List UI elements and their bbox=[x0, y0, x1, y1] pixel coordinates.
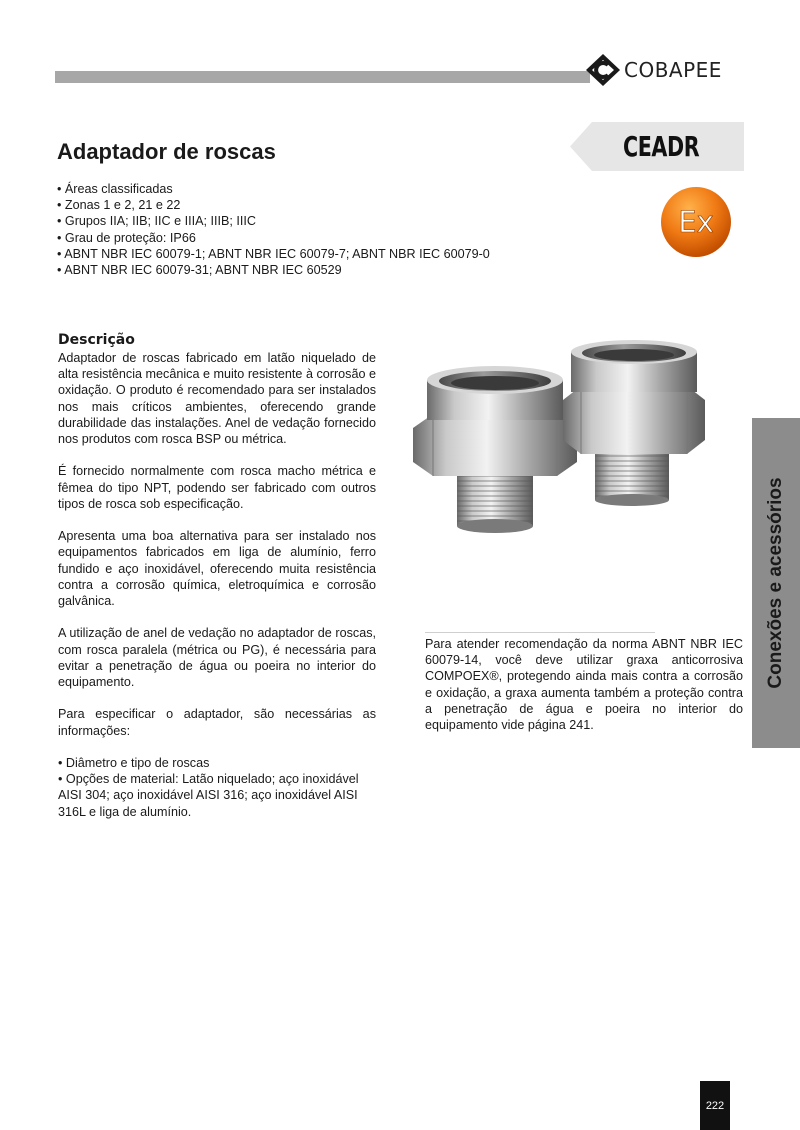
adapter-left bbox=[413, 366, 577, 533]
features-list bbox=[57, 181, 490, 278]
page-number-box bbox=[700, 1081, 730, 1130]
spec-list bbox=[58, 755, 376, 820]
ex-badge-label: Ex bbox=[678, 205, 714, 239]
description-paragraph: A utilização de anel de vedação no adaptador de roscas, com rosca paralela (métrica ou PG), é necessária para evitar a penetração de água ou poeira no interior do equipamento. bbox=[58, 626, 376, 690]
adapter-right bbox=[563, 340, 705, 506]
feature-item: • Zonas 1 e 2, 21 e 22 bbox=[57, 198, 181, 213]
page-number: 222 bbox=[705, 1099, 725, 1112]
note-divider bbox=[425, 632, 655, 633]
feature-item: • ABNT NBR IEC 60079-31; ABNT NBR IEC 60529 bbox=[57, 263, 342, 278]
product-code: CEADR bbox=[622, 130, 700, 163]
description-paragraph: Apresenta uma boa alternativa para ser instalado nos equipamentos fabricados em liga de alumínio, ferro fundido e aço inoxidável, oferecendo muita resistência contra a corrosão química, eletroquímica e corrosão galvânica. bbox=[58, 529, 376, 609]
brand-name: COBAPEE bbox=[624, 58, 722, 82]
section-side-tab-label: Conexões e acessórios bbox=[765, 477, 786, 689]
header-bar bbox=[55, 71, 590, 83]
description-heading: Descrição bbox=[58, 332, 135, 348]
feature-item: • Grupos IIA; IIB; IIC e IIIA; IIIB; IIIC bbox=[57, 214, 256, 229]
brand-logo bbox=[584, 53, 754, 87]
feature-item: • Grau de proteção: IP66 bbox=[57, 230, 196, 245]
page-title: Adaptador de roscas bbox=[57, 139, 276, 164]
section-side-tab bbox=[752, 418, 800, 748]
description-paragraph: É fornecido normalmente com rosca macho métrica e fêmea do tipo NPT, podendo ser fabricado com outros tipos de rosca sob especificação. bbox=[58, 464, 376, 511]
ex-certification-badge bbox=[660, 186, 732, 258]
product-code-tab bbox=[570, 122, 744, 171]
description-column bbox=[58, 331, 376, 820]
compoex-note: Para atender recomendação da norma ABNT NBR IEC 60079-14, você deve utilizar graxa anticorrosiva COMPOEX®, protegendo ainda mais contra a corrosão e oxidação, a graxa aumenta também a proteção contra a penetração de água e poeira no interior do equipamento vide página 241. bbox=[425, 637, 743, 733]
product-photo bbox=[405, 340, 740, 540]
description-paragraph: Para especificar o adaptador, são necessárias as informações: bbox=[58, 707, 376, 738]
brand-logo-icon bbox=[584, 53, 622, 87]
feature-item: • Áreas classificadas bbox=[57, 182, 173, 196]
spec-item: • Diâmetro e tipo de roscas bbox=[58, 756, 210, 770]
spec-item: • Opções de material: Latão niquelado; aço inoxidável AISI 304; aço inoxidável AISI 316; aço inoxidável AISI 316L e liga de alumínio. bbox=[58, 772, 359, 819]
feature-item: • ABNT NBR IEC 60079-1; ABNT NBR IEC 60079-7; ABNT NBR IEC 60079-0 bbox=[57, 246, 490, 261]
description-paragraph: Adaptador de roscas fabricado em latão niquelado de alta resistência mecânica e muito resistente à corrosão e oxidação. O produto é recomendado para ser instalados nos mais críticos ambientes, oferecendo grande durabilidade das instalações. Anel de vedação fornecido nos produtos com rosca BSP ou métrica. bbox=[58, 351, 376, 447]
